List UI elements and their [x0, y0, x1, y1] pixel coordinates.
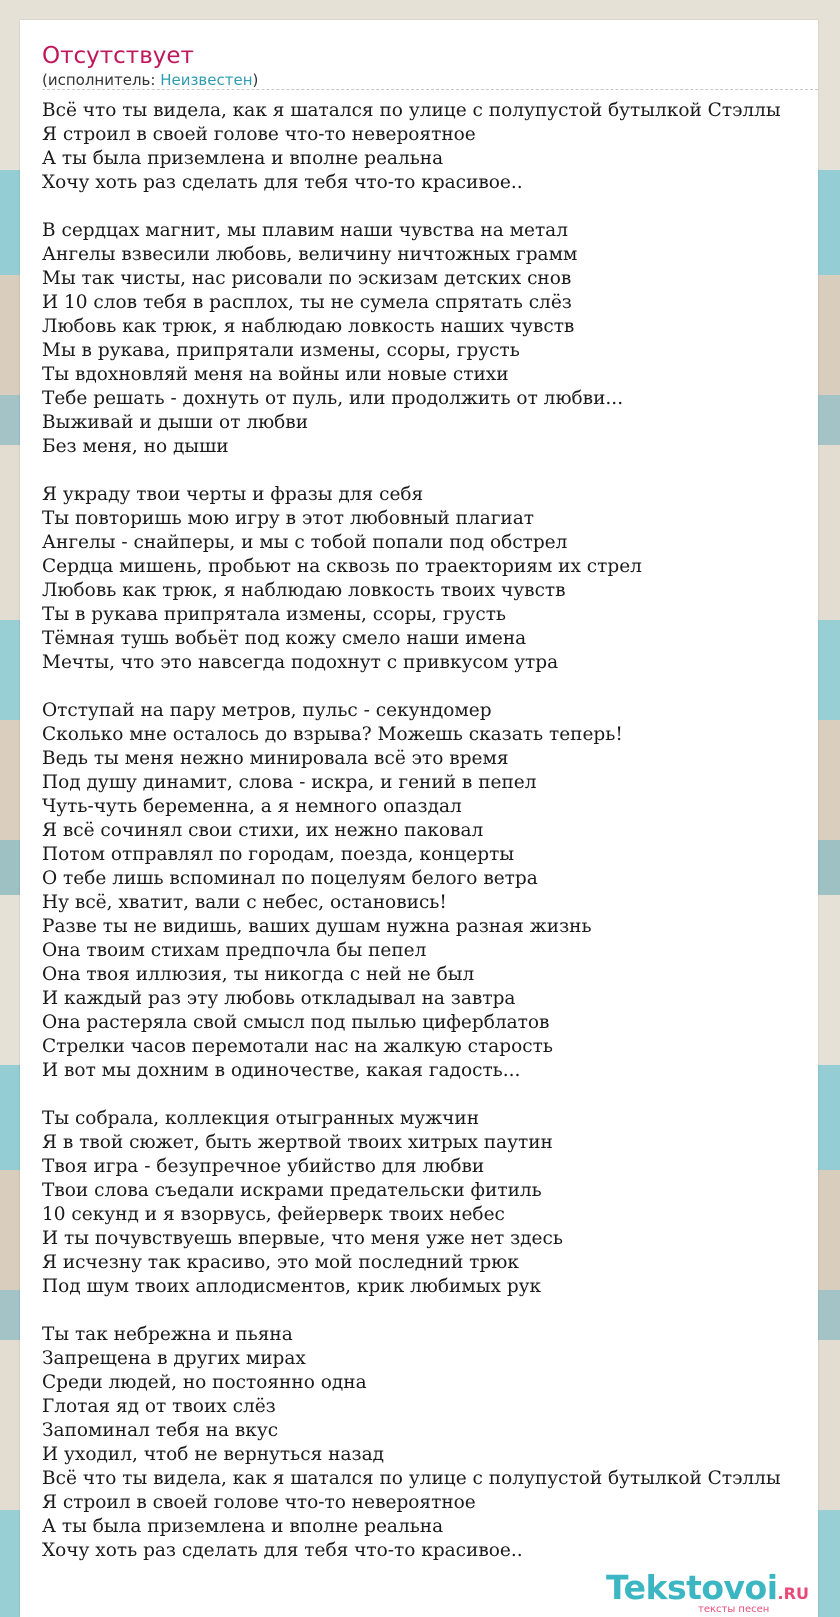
- lyric-line: Я строил в своей голове что-то невероятное: [42, 1492, 476, 1513]
- lyric-line: Она растеряла свой смысл под пылью циферблатов: [42, 1012, 550, 1033]
- lyric-line: Тебе решать - дохнуть от пуль, или продолжить от любви...: [42, 388, 624, 409]
- lyric-line: 10 секунд и я взорвусь, фейерверк твоих небес: [42, 1204, 505, 1225]
- lyric-line: Всё что ты видела, как я шатался по улице с полупустой бутылкой Стэллы: [42, 1468, 781, 1489]
- lyric-line: Любовь как трюк, я наблюдаю ловкость твоих чувств: [42, 580, 566, 601]
- stanza-gap: [42, 675, 781, 699]
- lyric-line: Ты в рукава припрятала измены, ссоры, грусть: [42, 604, 507, 625]
- lyric-line: Без меня, но дыши: [42, 436, 229, 457]
- lyric-line: Ты вдохновляй меня на войны или новые стихи: [42, 364, 509, 385]
- lyric-line: Отступай на пару метров, пульс - секундомер: [42, 700, 492, 721]
- lyric-line: Твоя игра - безупречное убийство для любви: [42, 1156, 485, 1177]
- logo-tld: .RU: [777, 1584, 809, 1603]
- lyric-line: Под душу динамит, слова - искра, и гений в пепел: [42, 772, 537, 793]
- lyric-line: Ты повторишь мою игру в этот любовный плагиат: [42, 508, 535, 529]
- lyric-line: Ты собрала, коллекция отыгранных мужчин: [42, 1108, 480, 1129]
- lyric-line: Мечты, что это навсегда подохнут с привкусом утра: [42, 652, 559, 673]
- content-panel: [20, 20, 818, 1617]
- artist-suffix: ): [252, 71, 259, 89]
- artist-prefix: (исполнитель:: [42, 71, 161, 89]
- stanza-gap: [42, 1299, 781, 1323]
- lyric-line: Потом отправлял по городам, поезда, концерты: [42, 844, 515, 865]
- lyric-line: Чуть-чуть беременна, а я немного опаздал: [42, 796, 462, 817]
- lyric-line: Она твоя иллюзия, ты никогда с ней не был: [42, 964, 475, 985]
- lyric-line: Сколько мне осталось до взрыва? Можешь сказать теперь!: [42, 724, 623, 745]
- lyric-line: Запоминал тебя на вкус: [42, 1420, 279, 1441]
- lyric-line: Хочу хоть раз сделать для тебя что-то красивое..: [42, 172, 523, 193]
- stanza-gap: [42, 195, 781, 219]
- lyric-line: Мы в рукава, припрятали измены, ссоры, грусть: [42, 340, 520, 361]
- lyric-line: И каждый раз эту любовь откладывал на завтра: [42, 988, 516, 1009]
- lyric-line: Запрещена в других мирах: [42, 1348, 306, 1369]
- logo-tagline: тексты песен: [698, 1604, 770, 1615]
- lyric-line: Разве ты не видишь, ваших душам нужна разная жизнь: [42, 916, 592, 937]
- lyric-line: И вот мы дохним в одиночестве, какая гадость...: [42, 1060, 521, 1081]
- lyric-line: Любовь как трюк, я наблюдаю ловкость наших чувств: [42, 316, 575, 337]
- logo-name: Tekstovoi: [606, 1568, 778, 1607]
- lyric-line: Твои слова съедали искрами предательски фитиль: [42, 1180, 542, 1201]
- lyric-line: Среди людей, но постоянно одна: [42, 1372, 367, 1393]
- lyric-line: Глотая яд от твоих слёз: [42, 1396, 276, 1417]
- lyric-line: Она твоим стихам предпочла бы пепел: [42, 940, 427, 961]
- stanza-gap: [42, 459, 781, 483]
- lyric-line: Всё что ты видела, как я шатался по улице с полупустой бутылкой Стэллы: [42, 100, 781, 121]
- artist-link[interactable]: Неизвестен: [160, 71, 253, 89]
- lyric-line: Я исчезну так красиво, это мой последний трюк: [42, 1252, 519, 1273]
- lyric-line: И уходил, чтоб не вернуться назад: [42, 1444, 384, 1465]
- lyric-line: Стрелки часов перемотали нас на жалкую старость: [42, 1036, 553, 1057]
- artist-line: [42, 70, 258, 90]
- lyric-line: Мы так чисты, нас рисовали по эскизам детских снов: [42, 268, 572, 289]
- lyric-line: Я строил в своей голове что-то невероятное: [42, 124, 476, 145]
- lyric-line: И 10 слов тебя в расплох, ты не сумела спрятать слёз: [42, 292, 572, 313]
- song-title: Отсутствует: [42, 43, 194, 69]
- lyric-line: Тёмная тушь вобьёт под кожу смело наши имена: [42, 628, 527, 649]
- lyric-line: Выживай и дыши от любви: [42, 412, 309, 433]
- lyric-line: Ведь ты меня нежно минировала всё это время: [42, 748, 509, 769]
- stanza-gap: [42, 1083, 781, 1107]
- lyrics-text: [42, 99, 781, 1563]
- lyric-line: И ты почувствуешь впервые, что меня уже нет здесь: [42, 1228, 563, 1249]
- lyric-line: Под шум твоих аплодисментов, крик любимых рук: [42, 1276, 542, 1297]
- lyric-line: Я всё сочинял свои стихи, их нежно паковал: [42, 820, 484, 841]
- lyric-line: В сердцах магнит, мы плавим наши чувства на метал: [42, 220, 568, 241]
- lyric-line: Я в твой сюжет, быть жертвой твоих хитрых паутин: [42, 1132, 553, 1153]
- lyric-line: Ангелы взвесили любовь, величину ничтожных грамм: [42, 244, 578, 265]
- lyric-line: Сердца мишень, пробьют на сквозь по траекториям их стрел: [42, 556, 642, 577]
- lyric-line: А ты была приземлена и вполне реальна: [42, 1516, 444, 1537]
- lyric-line: Я украду твои черты и фразы для себя: [42, 484, 424, 505]
- lyric-line: Ты так небрежна и пьяна: [42, 1324, 293, 1345]
- site-logo[interactable]: [606, 1568, 816, 1617]
- lyric-line: Хочу хоть раз сделать для тебя что-то красивое..: [42, 1540, 523, 1561]
- lyric-line: О тебе лишь вспоминал по поцелуям белого ветра: [42, 868, 538, 889]
- lyric-line: А ты была приземлена и вполне реальна: [42, 148, 444, 169]
- lyric-line: Ангелы - снайперы, и мы с тобой попали под обстрел: [42, 532, 568, 553]
- lyric-line: Ну всё, хватит, вали с небес, остановись!: [42, 892, 447, 913]
- title-divider: [42, 89, 818, 90]
